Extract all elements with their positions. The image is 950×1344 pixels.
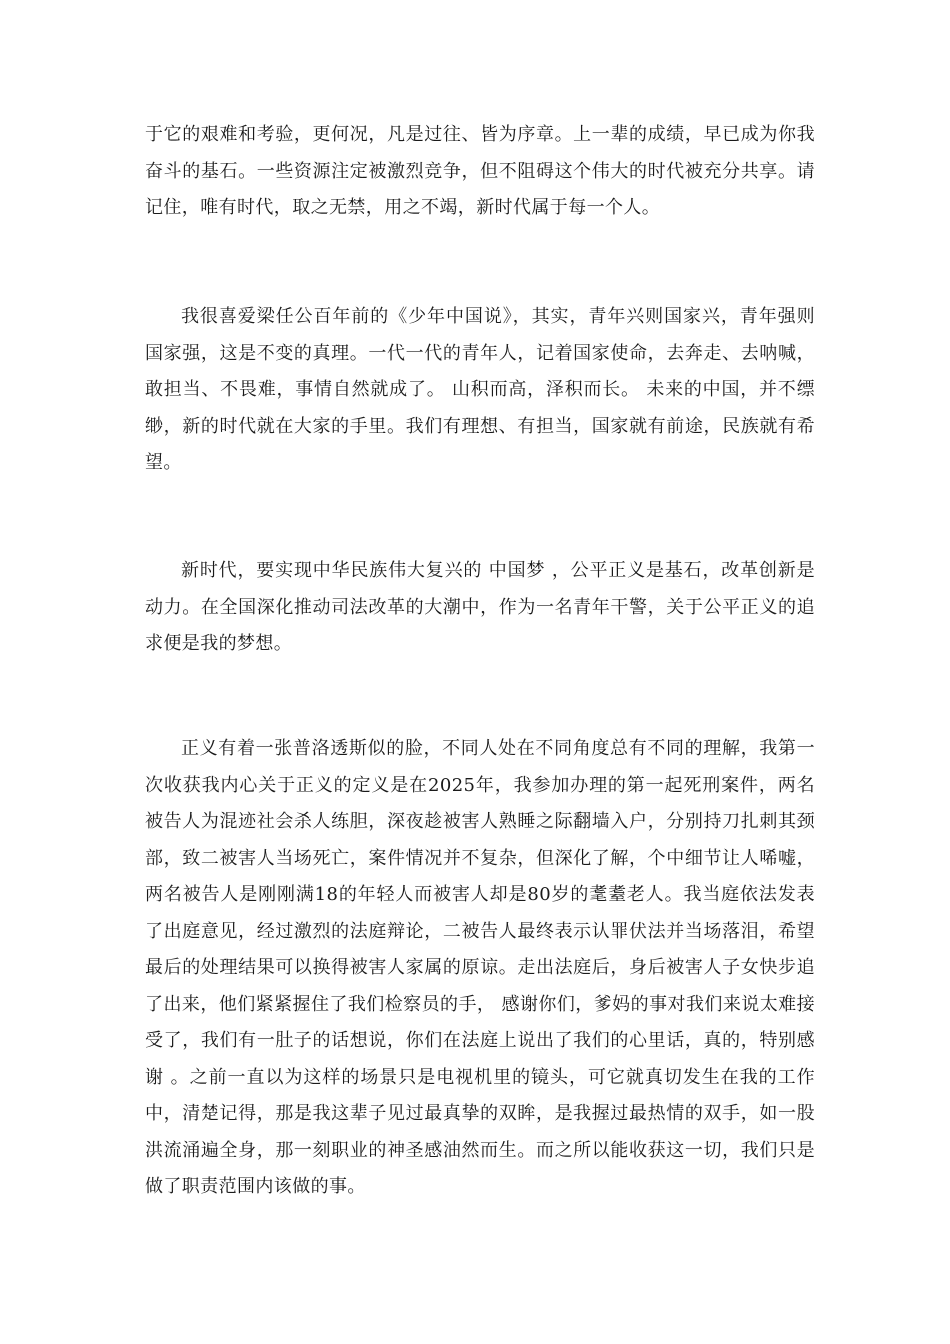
paragraph-youth-china: 我很喜爱梁任公百年前的《少年中国说》，其实，青年兴则国家兴，青年强则国家强，这是不变的真理。一代一代的青年人，记着国家使命，去奔走、去呐喊，敢担当、不畏难，事情自然就成了。 山积而高，泽积而长。 未来的中国，并不缥缈，新的时代就在大家的手里。我们有理想、有担当，国家就有前途，民族就有希望。 <box>145 306 815 473</box>
paragraph-first-case: 正义有着一张普洛透斯似的脸，不同人处在不同角度总有不同的理解，我第一次收获我内心关于正义的定义是在2025年，我参加办理的第一起死刑案件，两名被告人为混迹社会杀人练胆，深夜趁被害人熟睡之际翻墙入户，分别持刀扎刺其颈部，致二被害人当场死亡，案件情况并不复杂，但深化了解，个中细节让人唏嘘，两名被告人是刚刚满18的年轻人而被害人却是80岁的耄耋老人。我当庭依法发表了出庭意见，经过激烈的法庭辩论，二被告人最终表示认罪伏法并当场落泪，希望最后的处理结果可以换得被害人家属的原谅。走出法庭后，身后被害人子女快步追了出来，他们紧紧握住了我们检察员的手， 感谢你们，爹妈的事对我们来说太难接受了，我们有一肚子的话想说，你们在法庭上说出了我们的心里话，真的，特别感谢 。之前一直以为这样的场景只是电视机里的镜头，可它就真切发生在我的工作中，清楚记得，那是我这辈子见过最真挚的双眸，是我握过最热情的双手，如一股洪流涌遍全身，那一刻职业的神圣感油然而生。而之所以能收获这一切，我们只是做了职责范围内该做的事。 <box>145 738 815 1197</box>
paragraph-continuation: 于它的艰难和考验，更何况，凡是过往、皆为序章。上一辈的成绩，早已成为你我奋斗的基石。一些资源注定被激烈竞争，但不阻碍这个伟大的时代被充分共享。请记住，唯有时代，取之无禁，用之不竭，新时代属于每一个人。 <box>145 124 815 218</box>
paragraph-new-era-justice: 新时代，要实现中华民族伟大复兴的 中国梦 ，公平正义是基石，改革创新是动力。在全国深化推动司法改革的大潮中，作为一名青年干警，关于公平正义的追求便是我的梦想。 <box>145 560 815 654</box>
